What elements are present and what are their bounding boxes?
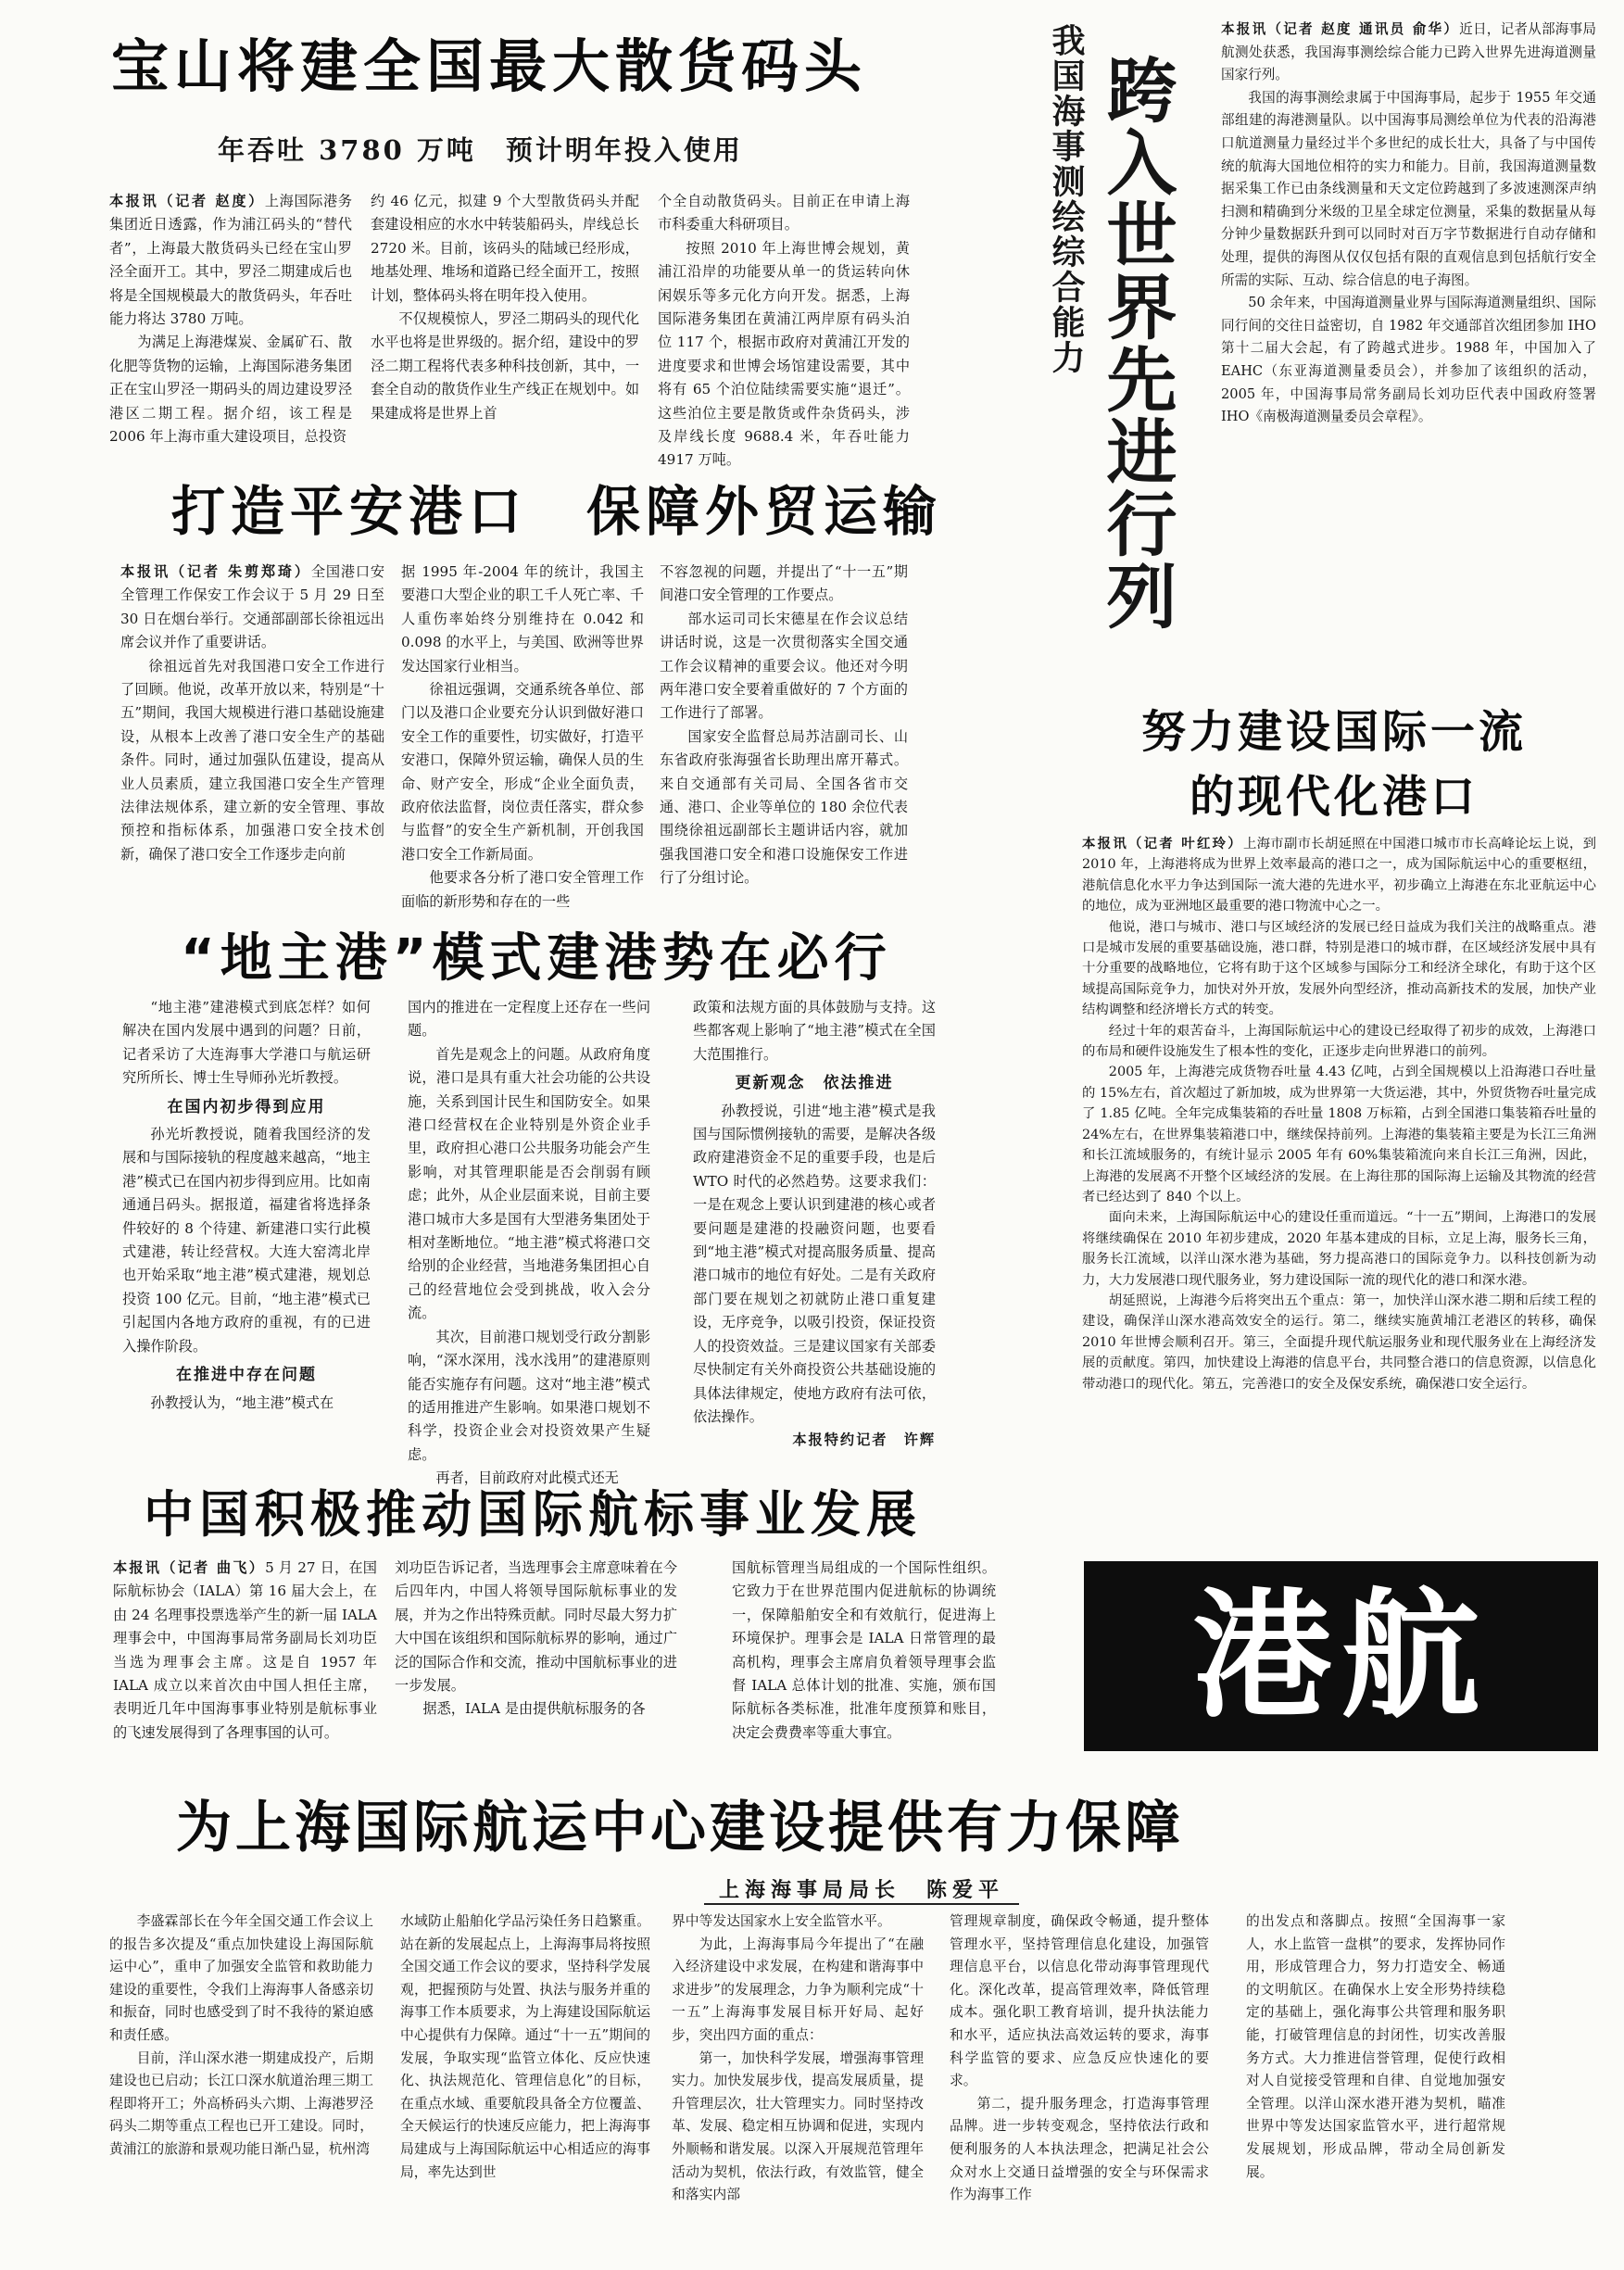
section-heading: 在国内初步得到应用 — [167, 1097, 326, 1116]
paragraph: 目前，洋山深水港一期建成投产，后期建设也已启动；长江口深水航道治理三期工程即将开工；外高桥码头六期、上海港罗泾码头二期等重点工程也已开工建设。同时，黄浦江的旅游和景观功能日渐凸显，杭州湾 — [109, 2049, 373, 2157]
paragraph: 上海国际港务集团近日透露，作为浦江码头的“替代者”，上海最大散货码头已经在宝山罗泾全面开工。其中，罗泾二期建成后也将是全国规模最大的散货码头，年吞吐能力将达 3780 万吨。 — [109, 193, 352, 328]
paragraph: 管理规章制度，确保政令畅通，提升整体管理水平，坚持管理信息化建设，加强管理信息平台，以信息化带动海事管理现代化。深化改革，提高管理效率，降低管理成本。强化职工教育培训，提升执法能力和水平，适应执法高效运转的要求，海事科学监管的要求、应急反应快速化的要求。 — [950, 1913, 1209, 2089]
paragraph: “地主港”建港模式到底怎样？如何解决在国内发展中遇到的问题？日前，记者采访了大连海事大学港口与航运研究所所长、博士生导师孙光圻教授。 — [122, 999, 371, 1087]
article-modern-port-body — [1082, 834, 1596, 1492]
article-baoshan-column-2 — [371, 190, 639, 445]
article-baoshan-byline: 本报讯（记者 赵度） — [109, 193, 265, 209]
article-landlord-port-column-1 — [122, 996, 371, 1445]
paragraph: 据悉，IALA 是由提供航标服务的各 — [422, 1700, 646, 1718]
paragraph: 为此，上海海事局今年提出了“在融入经济建设中求发展，在构建和谐海事中求进步”的发展理念，力争为顺利完成“十一五”上海海事发展目标开好局、起好步，突出四方面的重点： — [672, 1936, 924, 2043]
paragraph: 第二，提升服务理念，打造海事管理品牌。进一步转变观念，坚持依法行政和便利服务的人本执法理念，把满足社会公众对水上交通日益增强的安全与环保需求作为海事工作 — [950, 2095, 1209, 2203]
paragraph: 孙光圻教授说，随着我国经济的发展和与国际接轨的程度越来越高，“地主港”模式已在国内初步得到应用。比如南通通吕码头。据报道，福建省将选择条件较好的 8 个待建、新建港口实行此模式建港，转让经营权。大连大窑湾北岸也开始采取“地主港”模式建港，规划总投资 100 亿元。目前，“地主港”模式已引起国内各地方政府的重视，有的已进入操作阶段。 — [122, 1126, 371, 1355]
article-landlord-port-signature: 本报特约记者 许辉 — [792, 1431, 936, 1449]
article-shipping-center-column-2 — [400, 1911, 650, 2258]
article-safe-port-byline: 本报讯（记者 朱剪郑琦） — [120, 563, 311, 580]
paragraph: 部水运司司长宋德星在作会议总结讲话时说，这是一次贯彻落实全国交通工作会议精神的重要会议。他还对今明两年港口安全要着重做好的 7 个方面的工作进行了部署。 — [660, 610, 908, 722]
article-baoshan-column-3 — [658, 190, 910, 469]
article-navaid-column-1 — [113, 1557, 377, 1751]
paragraph: 近日，记者从部海事局航测处获悉，我国海事测绘综合能力已跨入世界先进海道测量国家行列。 — [1221, 21, 1596, 83]
article-navaid-byline: 本报讯（记者 曲飞） — [113, 1559, 266, 1576]
paragraph: 国航标管理当局组成的一个国际性组织。它致力于在世界范围内促进航标的协调统一，保障船舶安全和有效航行，促进海上环境保护。理事会是 IALA 日常管理的最高机构，理事会主席肩负着领导理事会监督 IALA 总体计划的批准、实施，颁布国际航标各类标准，批准年度预算和账目，决定会费费率等重大事宜。 — [732, 1559, 996, 1741]
paragraph: 胡延照说，上海港今后将突出五个重点：第一，加快洋山深水港二期和后续工程的建设，确保洋山深水港高效安全的运行。第二，继续实施黄埔江老港区的转移，确保 2010 年世博会顺利召开。第三，全面提升现代航运服务业和现代服务业在上海经济发展的贡献度。第四，加快建设上海港的信息平台，共同整合港口的信息资源，以信息化带动港口的现代化。第五，完善港口的安全及保安系统，确保港口安全运行。 — [1082, 1293, 1596, 1392]
paragraph: 国内的推进在一定程度上还存在一些问题。 — [408, 999, 650, 1040]
masthead-title: 港航 — [1192, 1575, 1490, 1737]
paragraph: 孙教授说，引进“地主港”模式是我国与国际惯例接轨的需要，是解决各级政府建港资金不足的重要手段，也是后 WTO 时代的必然趋势。这要求我们：一是在观念上要认识到建港的核心或者要问题是建港的投融资问题，也要看到“地主港”模式对提高服务质量、提高港口城市的地位有好处。二是有关政府部门要在规划之初就防止港口重复建设，无序竞争，以吸引投资，保证投资人的投资效益。三是建议国家有关部委尽快制定有关外商投资公共基础设施的具体法律规定，使地方政府有法可依，依法操作。 — [693, 1102, 936, 1425]
section-heading: 更新观念 依法推进 — [735, 1074, 894, 1093]
masthead-block — [1084, 1561, 1598, 1751]
paragraph: 50 余年来，中国海道测量业界与国际海道测量组织、国际同行间的交往日益密切，自 1982 年交通部首次组团参加 IHO 第十二届大会起，有了跨越式进步。1988 年，中国加入了 EAHC（东亚海道测量委员会），并参加了该组织的活动，2005 年，中国海事局常务副局长刘功臣代表中国政府签署 IHO《南极海道测量委员会章程》。 — [1221, 295, 1596, 425]
author-underline — [704, 1903, 1019, 1905]
paragraph: 政策和法规方面的具体鼓励与支持。这些都客观上影响了“地主港”模式在全国大范围推行。 — [693, 999, 936, 1063]
paragraph: 按照 2010 年上海世博会规划，黄浦江沿岸的功能要从单一的货运转向休闲娱乐等多元化方向开发。据悉，上海国际港务集团在黄浦江两岸原有码头泊位 117 个，根据市政府对黄浦江开发的进度要求和世博会场馆建设需要，其中将有 65 个泊位陆续需要实施“退迁”。这些泊位主要是散货或件杂货码头，涉及岸线长度 9688.4 米，年吞吐能力 4917 万吨。 — [658, 239, 910, 469]
paragraph: 首先是观念上的问题。从政府角度说，港口是具有重大社会功能的公共设施，关系到国计民生和国防安全。如果港口经营权在企业特别是外资企业手里，政府担心港口公共服务功能会产生影响，对其管理职能是否会削弱有顾虑；此外，从企业层面来说，目前主要港口城市大多是国有大型港务集团处于相对垄断地位。“地主港”模式将港口交给别的企业经营，当地港务集团担心自己的经营地位会受到挑战，收入会分流。 — [408, 1045, 650, 1322]
paragraph: 孙教授认为，“地主港”模式在 — [150, 1394, 334, 1411]
article-survey-headline: 跨入世界先进行列 — [1095, 54, 1177, 632]
article-landlord-port-column-2 — [408, 996, 650, 1487]
paragraph: 刘功臣告诉记者，当选理事会主席意味着在今后四年内，中国人将领导国际航标事业的发展，并为之作出特殊贡献。同时尽最大努力扩大中国在该组织和国际航标界的影响，通过广泛的国际合作和交流，推动中国航标事业的进一步发展。 — [395, 1559, 677, 1695]
paragraph: 经过十年的艰苦奋斗，上海国际航运中心的建设已经取得了初步的成效，上海港口的布局和硬件设施发生了根本性的变化，正逐步走向世界港口的前列。 — [1082, 1023, 1596, 1060]
paragraph: 我国的海事测绘隶属于中国海事局，起步于 1955 年交通部组建的海港测量队。以中国海事局测绘单位为代表的沿海港口航道测量力量经过半个多世纪的成长壮大，具备了与中国传统的航海大国地位相符的实力和能力。目前，我国海道测量数据采集工作已由条线测量和天文定位跨越到了多波速测深声纳扫测和精确到分米级的卫星全球定位测量，采集的数据量从每分钟少量数据跃升到可以同时对百万字节数据进行自动存储和处理，提供的海图从仅仅包括有限的直观信息到包括航行安全所需的实际、互动、综合信息的电子海图。 — [1221, 89, 1596, 288]
paragraph: 他说，港口与城市、港口与区域经济的发展已经日益成为我们关注的战略重点。港口是城市发展的重要基础设施，港口群，特别是港口的城市群，在区域经济发展中具有十分重要的战略地位，它将有助于这个区域参与国际分工和经济全球化，有助于这个区域提高国际竞争力，加快对外开放，发展外向型经济，推动高新技术的发展，加快产业结构调整和经济增长方式的转变。 — [1082, 919, 1596, 1018]
article-survey-vertical-deck: 我国海事测绘综合能力 — [1047, 23, 1085, 375]
article-shipping-center-author: 上海海事局局长 陈爱平 — [718, 1879, 1004, 1902]
paragraph: 徐祖远首先对我国港口安全工作进行了回顾。他说，改革开放以来，特别是“十五”期间，我国大规模进行港口基础设施建设，从根本上改善了港口安全生产的基础条件。同时，通过加强队伍建设，提高从业人员素质，建立我国港口安全生产管理法律法规体系，建立新的安全管理、事故预控和指标体系，加强港口安全技术创新，确保了港口安全工作逐步走向前 — [120, 657, 384, 863]
paragraph: 个全自动散货码头。目前正在申请上海市科委重大科研项目。 — [658, 193, 910, 233]
article-shipping-center-column-1 — [109, 1911, 373, 2258]
article-modern-port-byline: 本报讯（记者 叶红玲） — [1082, 836, 1243, 851]
article-landlord-port-column-3 — [693, 996, 936, 1449]
paragraph: 界中等发达国家水上安全监管水平。 — [672, 1913, 891, 1929]
paragraph: 的出发点和落脚点。按照“全国海事一家人，水上监管一盘棋”的要求，发挥协同作用，形成管理合力，努力打造安全、畅通的文明航区。在确保水上安全形势持续稳定的基础上，强化海事公共管理和服务职能，打破管理信息的封闭性，切实改善服务方式。大力推进信誉管理，促使行政相对人自觉接受管理和自律、自觉地加强安全管理。以洋山深水港开港为契机，瞄准世界中等发达国家监管水平，进行超常规发展规划，形成品牌，带动全局创新发展。 — [1246, 1913, 1505, 2180]
paragraph: 他要求各分析了港口安全管理工作面临的新形势和存在的一些 — [401, 869, 644, 910]
article-baoshan-subhead: 年吞吐 3780 万吨 预计明年投入使用 — [218, 134, 743, 166]
article-baoshan-column-1 — [109, 190, 352, 445]
paragraph: 为满足上海港煤炭、金属矿石、散化肥等货物的运输，上海国际港务集团正在宝山罗泾一期码头的周边建设罗泾港区二期工程。据介绍，该工程是 2006 年上海市重大建设项目，总投资 — [109, 334, 352, 446]
paragraph: 水域防止船舶化学品污染任务日趋繁重。站在新的发展起点上，上海海事局将按照全国交通工作会议的要求，坚持科学发展观，把握预防与处置、执法与服务并重的海事工作本质要求，为上海建设国际航运中心提供有力保障。通过“十一五”期间的发展，争取实现“监管立体化、反应快速化、执法规范化、管理信息化”的目标，在重点水域、重要航段具备全方位覆盖、全天候运行的快速反应能力，把上海海事局建成与上海国际航运中心相适应的海事局，率先达到世 — [400, 1913, 650, 2180]
article-shipping-center-headline: 为上海国际航运中心建设提供有力保障 — [176, 1796, 1184, 1860]
article-shipping-center-column-4 — [950, 1911, 1209, 2258]
article-safe-port-headline: 打造平安港口 保障外贸运输 — [171, 480, 943, 543]
article-navaid-column-3 — [732, 1557, 996, 1751]
article-survey-body — [1221, 19, 1596, 672]
paragraph: 第一，加快科学发展，增强海事管理实力。加快发展步伐，提高发展质量，提升管理层次，壮大管理实力。同时坚持改革、发展、稳定相互协调和促进，实现内外顺畅和谐发展。以深入开展规范管理年活动为契机，依法行政，有效监管，健全和落实内部 — [672, 2049, 924, 2203]
paragraph: 李盛霖部长在今年全国交通工作会议上的报告多次提及“重点加快建设上海国际航运中心”，重申了加强安全监管和救助能力建设的重要性，令我们上海海事人备感亲切和振奋，同时也感受到了时不我待的紧迫感和责任感。 — [109, 1913, 373, 2043]
article-shipping-center-column-3 — [672, 1911, 924, 2258]
paragraph: 不容忽视的问题，并提出了“十一五”期间港口安全管理的工作要点。 — [660, 563, 908, 604]
article-safe-port-column-2 — [401, 561, 644, 910]
paragraph: 徐祖远强调，交通系统各单位、部门以及港口企业要充分认识到做好港口安全工作的重要性，切实做好，打造平安港口，保障外贸运输，确保人员的生命、财产安全，形成“企业全面负责，政府依法监督，岗位责任落实，群众参与监督”的安全生产新机制，开创我国港口安全工作新局面。 — [401, 681, 644, 863]
article-landlord-port-headline: “地主港”模式建港势在必行 — [181, 928, 892, 989]
paragraph: 其次，目前港口规划受行政分割影响，“深水深用，浅水浅用”的建港原则能否实施存有问题。这对“地主港”模式的适用推进产生影响。如果港口规划不科学，投资企业会对投资效果产生疑虑。 — [408, 1328, 650, 1463]
paragraph: 2005 年，上海港完成货物吞吐量 4.43 亿吨，占到全国规模以上沿海港口吞吐量的 15%左右，首次超过了新加坡，成为世界第一大货运港，其中，外贸货物吞吐量完成了 1.85 亿吨。全年完成集装箱的吞吐量 1808 万标箱，占到全国港口集装箱吞吐量的 24%左右，在世界集装箱港口中，继续保持前列。上海港的集装箱主要是为长江三角洲和长江流域服务的，有统计显示 2005 年有 60%集装箱流向来自长江三角洲，因此，上海港的发展离不开整个区域经济的发展。在上海往那的国际海上运输及其物流的经营者已经达到了 840 个以上。 — [1082, 1065, 1596, 1204]
section-heading: 在推进中存在问题 — [176, 1366, 317, 1385]
paragraph: 约 46 亿元，拟建 9 个大型散货码头并配套建设相应的水水中转装船码头，岸线总长 2720 米。目前，该码头的陆域已经形成，地基处理、堆场和道路已经全面开工，按照计划，整体码头将在明年投入使用。 — [371, 193, 639, 304]
article-shipping-center-column-5 — [1246, 1911, 1505, 2258]
article-baoshan-headline: 宝山将建全国最大散货码头 — [111, 32, 868, 100]
paragraph: 全国港口安全管理工作保安工作会议于 5 月 29 日至 30 日在烟台举行。交通部副部长徐祖远出席会议并作了重要讲话。 — [120, 563, 385, 651]
paragraph: 上海市副市长胡延照在中国港口城市市长高峰论坛上说，到 2010 年，上海港将成为世界上效率最高的港口之一，成为国际航运中心的重要枢纽，港航信息化水平力争达到国际一流大港的先进水平，初步确立上海港在东北亚航运中心的地位，成为亚洲地区最重要的港口物流中心之一。 — [1082, 837, 1596, 914]
paragraph: 面向未来，上海国际航运中心的建设任重而道远。“十一五”期间，上海港口的发展将继续确保在 2010 年初步建成，2020 年基本建成的目标，立足上海，服务长三角，服务长江流域，以洋山深水港为基础，努力提高港口的国际竞争力。以科技创新为动力，大力发展港口现代服务业，努力建设国际一流的现代化的港口和深水港。 — [1082, 1210, 1596, 1288]
article-safe-port-column-3 — [660, 561, 908, 899]
paragraph: 不仅规模惊人，罗泾二期码头的现代化水平也将是世界级的。据介绍，建设中的罗泾二期工程将代表多种科技创新，其中，一套全自动的散货作业生产线正在规划中。如果建成将是世界上首 — [371, 310, 639, 422]
paragraph: 再者，目前政府对此模式还无 — [435, 1469, 619, 1487]
article-safe-port-column-1 — [120, 561, 384, 899]
article-survey-byline: 本报讯（记者 赵度 通讯员 俞华） — [1221, 21, 1460, 37]
article-navaid-headline: 中国积极推动国际航标事业发展 — [144, 1485, 922, 1544]
paragraph: 国家安全监督总局苏洁副司长、山东省政府张海强省长助理出席开幕式。来自交通部有关司局、全国各省市交通、港口、企业等单位的 180 余位代表围绕徐祖远副部长主题讲话内容，就加强我国港口安全和港口设施保安工作进行了分组讨论。 — [660, 727, 908, 887]
article-modern-port-headline: 努力建设国际一流 的现代化港口 — [1140, 706, 1527, 823]
article-navaid-column-2 — [395, 1557, 677, 1751]
paragraph: 5 月 27 日，在国际航标协会（IALA）第 16 届大会上，在由 24 名理事投票选举产生的新一届 IALA 理事会中，中国海事局常务副局长刘功臣当选为理事会主席。这是自 1957 年 IALA 成立以来首次由中国人担任主席，表明近几年中国海事事业特别是航标事业的飞速发展得到了各理事国的认可。 — [113, 1559, 377, 1741]
paragraph: 据 1995 年-2004 年的统计，我国主要港口大型企业的职工千人死亡率、千人重伤率始终分别维持在 0.042 和 0.098 的水平上，与美国、欧洲等世界发达国家行业相当。 — [401, 563, 644, 675]
